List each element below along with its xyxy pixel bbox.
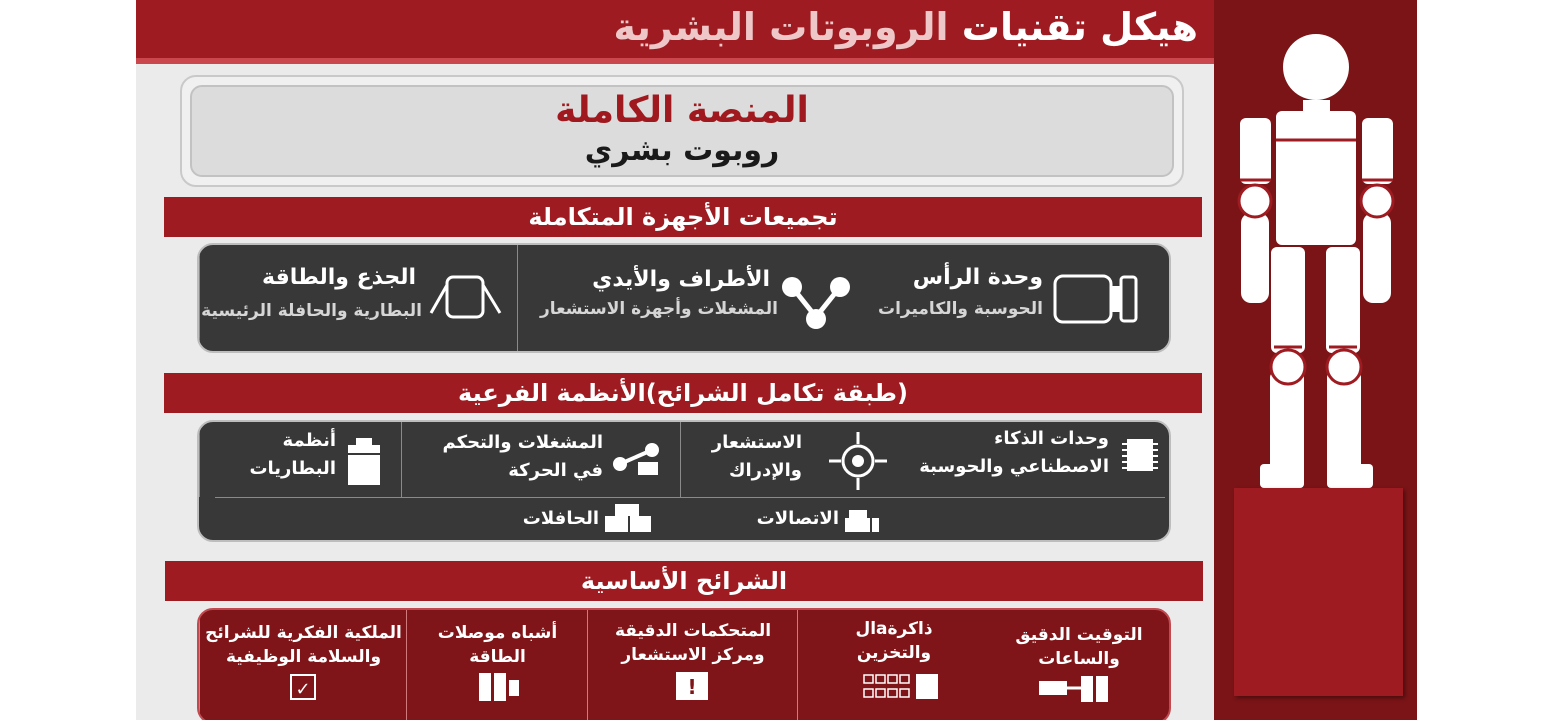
chips-panel: [197, 608, 1171, 720]
subsystem-ai-compute: وحدات الذكاء الاصطناعي والحوسبة: [885, 422, 1169, 497]
camera-icon: [1053, 273, 1145, 325]
architecture-diagram: [136, 0, 1214, 720]
subsystem-batteries: أنظمة البطاريات: [199, 422, 402, 497]
chip-microcontrollers: المتحكمات الدقيقة ومركز الاستشعار !: [587, 610, 798, 720]
subsystem-perception: الاستشعار والإدراك: [680, 422, 886, 497]
title-part-1: هيكل تقنيات: [961, 5, 1198, 49]
crosshair-icon: [827, 432, 889, 490]
torso-frame-icon: [428, 271, 504, 323]
complete-platform-box: [180, 75, 1184, 187]
hardware-heading: تجميعات الأجهزة المتكاملة: [164, 197, 1202, 237]
panel-divider: [215, 497, 1165, 498]
joint-linkage-icon: [780, 273, 856, 331]
memory-grid-icon: [862, 672, 942, 702]
platform-subtitle: روبوت بشري: [584, 133, 780, 168]
hardware-item-limbs: الأطراف والأيدي المشغلات وأجهزة الاستشعار: [517, 245, 864, 351]
subsystems-panel: وحدات الذكاء الاصطناعي والحوسبة الاستشعار والإدراك المشغلات والتحكم في الحركة أنظمة البطاريات الاتصالات الحافلات: [197, 420, 1171, 542]
hardware-item-torso: الجذع والطاقة البطارية والحافلة الرئيسية: [199, 245, 518, 351]
chips-heading: الشرائح الأساسية: [165, 561, 1203, 601]
pedestal: [1234, 488, 1403, 696]
chip-power-semiconductors: أشباه موصلات الطاقة: [406, 610, 588, 720]
clock-oscillator-icon: [1037, 674, 1111, 704]
chip-memory-storage: ذاكرةaال والتخزين: [797, 610, 990, 720]
bus-icon: [603, 502, 651, 532]
page-title: [614, 0, 1198, 54]
chip-ip-safety: الملكية الفكرية للشرائح والسلامة الوظيفية ✓: [199, 610, 407, 720]
platform-title: المنصة الكاملة: [555, 90, 809, 131]
checkbox-icon: [288, 672, 318, 702]
svg-text:✓: ✓: [295, 679, 311, 700]
subsystem-motion-control: المشغلات والتحكم في الحركة: [401, 422, 681, 497]
battery-icon: [344, 436, 384, 486]
humanoid-robot-icon: [1214, 0, 1417, 500]
subsystems-heading: (طبقة تكامل الشرائح)الأنظمة الفرعية: [164, 373, 1202, 413]
title-bar: [136, 0, 1214, 64]
chip-timing-clocks: التوقيت الدقيق والساعات: [989, 610, 1169, 720]
actuator-icon: [610, 438, 662, 478]
warning-chip-icon: [674, 670, 710, 702]
hardware-item-head: وحدة الرأس الحوسبة والكاميرات: [863, 245, 1169, 351]
title-part-2: الروبوتات البشرية: [613, 5, 949, 49]
svg-text:!: !: [687, 675, 697, 699]
hardware-panel: [197, 243, 1171, 353]
chip-icon: [1119, 433, 1161, 477]
robot-illustration-panel: [1214, 0, 1417, 720]
power-blocks-icon: [477, 672, 523, 702]
connector-icon: [845, 508, 879, 532]
